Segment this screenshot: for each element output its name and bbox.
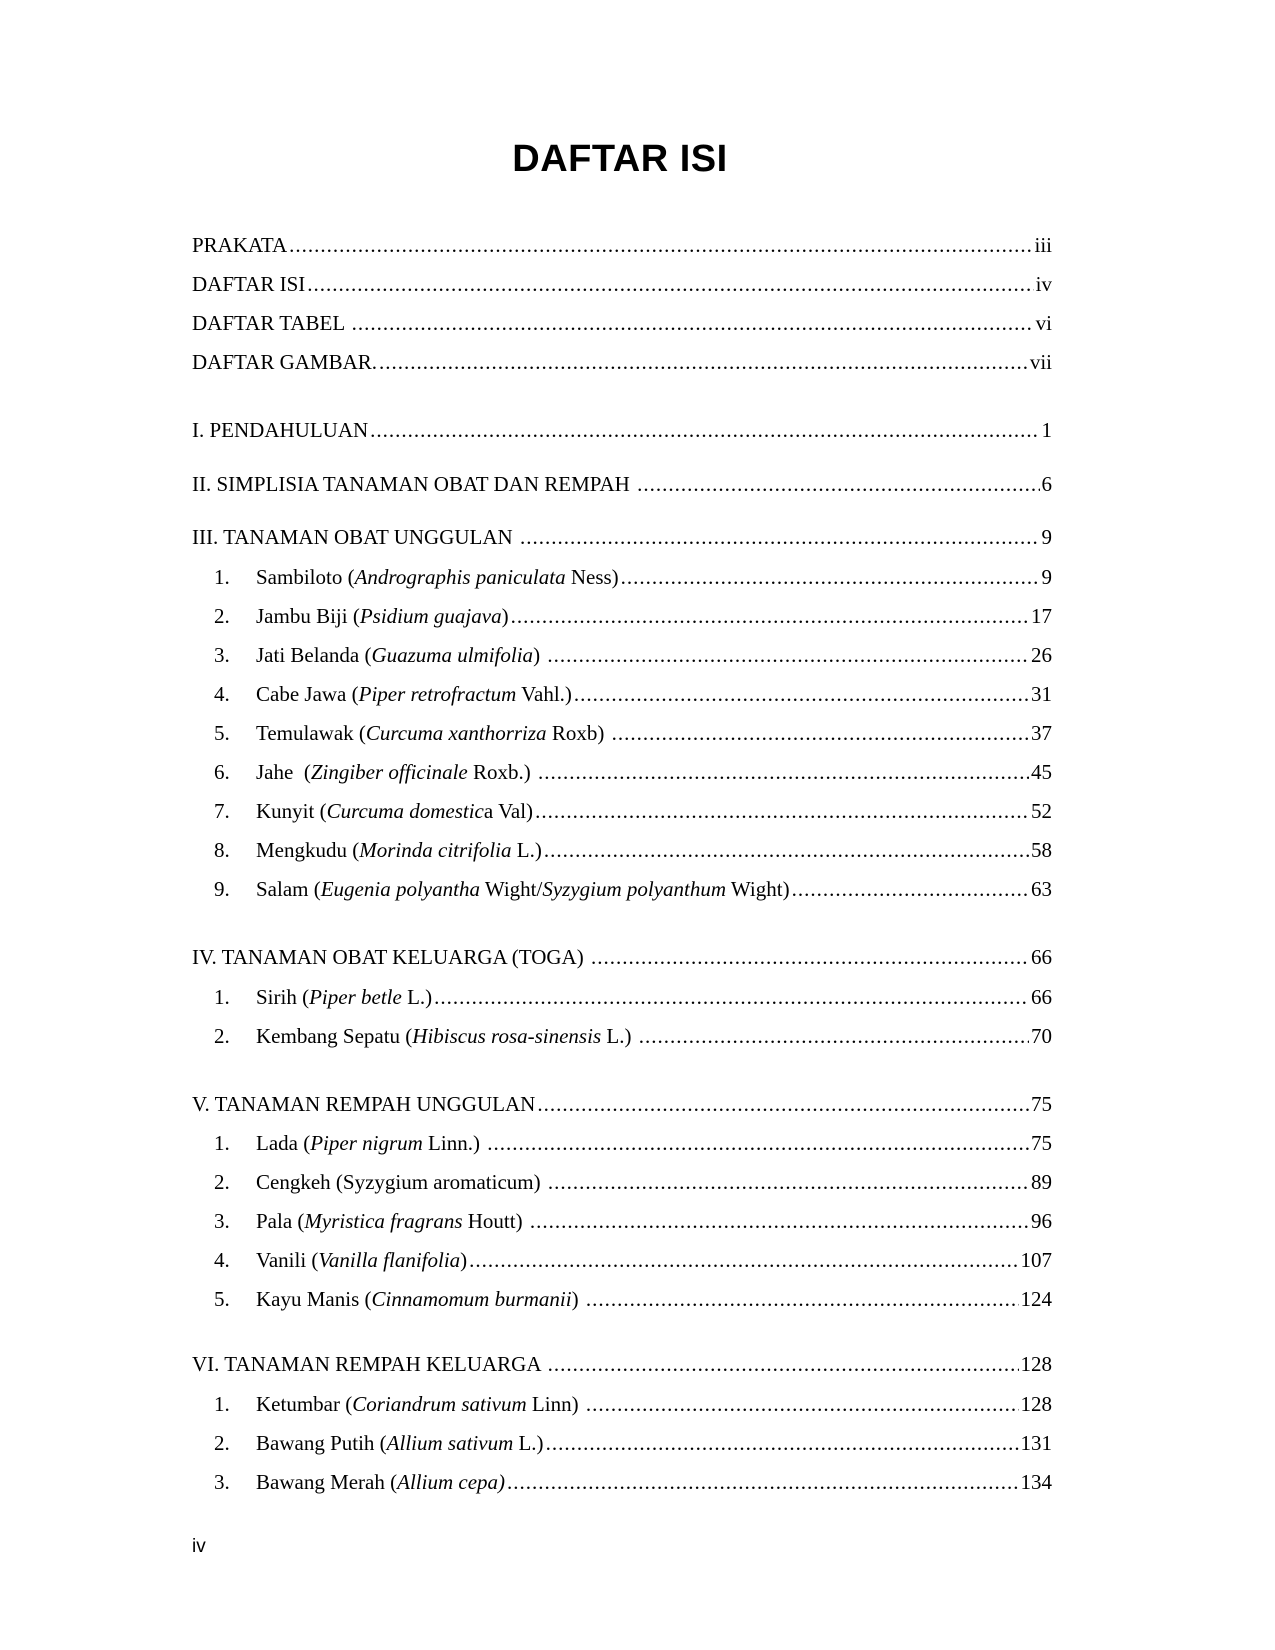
dot-leader (621, 561, 1040, 593)
toc-entry-text: Jahe ( (256, 760, 311, 784)
toc-entry-text: DAFTAR GAMBAR. (192, 350, 378, 374)
toc-entry-label (192, 346, 377, 378)
dot-leader (535, 795, 1029, 827)
dot-leader (591, 941, 1029, 973)
dot-leader (586, 1283, 1019, 1315)
toc-subentry[interactable] (192, 873, 1052, 905)
toc-entry-label (192, 268, 305, 300)
toc-entry-label (192, 873, 790, 905)
toc-entry-text: Jati Belanda ( (256, 643, 372, 667)
dot-leader (639, 1020, 1029, 1052)
toc-entry-scientific-name: Allium sativum (386, 1431, 514, 1455)
toc-entry-label (192, 229, 287, 261)
dot-leader (586, 1388, 1019, 1420)
toc-entry-page: 58 (1031, 838, 1052, 862)
dot-leader (612, 717, 1029, 749)
page-number-footer: iv (192, 1536, 206, 1557)
toc-entry-page: 31 (1031, 682, 1052, 706)
toc-entry-label (192, 1166, 546, 1198)
toc-entry-page: 66 (1031, 985, 1052, 1009)
toc-entry-text: Vanili ( (256, 1248, 319, 1272)
toc-entry-text: Linn) (526, 1392, 584, 1416)
toc-entry-scientific-name: Hibiscus rosa-sinensis (412, 1024, 602, 1048)
toc-entry-scientific-name: Eugenia polyantha (320, 877, 480, 901)
toc-entry-number: 3. (214, 1209, 230, 1233)
dot-leader (530, 1205, 1029, 1237)
dot-leader (537, 1088, 1029, 1120)
toc-entry-number: 4. (214, 1248, 230, 1272)
toc-entry-page: 75 (1031, 1092, 1052, 1116)
toc-subentry[interactable] (192, 1466, 1052, 1498)
toc-entry-label (192, 307, 350, 339)
toc-entry-text: Houtt) (462, 1209, 528, 1233)
toc-subentry[interactable] (192, 1127, 1052, 1159)
toc-entry-text: DAFTAR TABEL (192, 311, 350, 335)
toc-entry-text: III. TANAMAN OBAT UNGGULAN (192, 525, 518, 549)
dot-leader (548, 1348, 1019, 1380)
toc-subentry[interactable] (192, 561, 1052, 593)
toc-subentry[interactable] (192, 795, 1052, 827)
toc-entry-text: Roxb.) (467, 760, 536, 784)
toc-subentry[interactable] (192, 981, 1052, 1013)
toc-entry-label (192, 468, 635, 500)
toc-entry[interactable] (192, 468, 1052, 500)
toc-entry-text: Roxb) (546, 721, 610, 745)
toc-entry-text: Kunyit ( (256, 799, 327, 823)
toc-entry-text: ) (533, 643, 546, 667)
toc-entry[interactable] (192, 229, 1052, 261)
toc-entry-page: 17 (1031, 604, 1052, 628)
dot-leader (352, 307, 1034, 339)
toc-entry[interactable] (192, 414, 1052, 446)
toc-entry[interactable] (192, 268, 1052, 300)
toc-entry-scientific-name: Psidium guajava (359, 604, 502, 628)
toc-entry-text: Wight/ (479, 877, 543, 901)
toc-entry-page: 9 (1041, 525, 1052, 549)
dot-leader (379, 346, 1028, 378)
toc-entry-label (192, 600, 509, 632)
toc-entry[interactable] (192, 1088, 1052, 1120)
toc-subentry[interactable] (192, 1244, 1052, 1276)
toc-entry-page: 52 (1031, 799, 1052, 823)
toc-entry-text: Jambu Biji ( (256, 604, 360, 628)
page-title: DAFTAR ISI (512, 138, 728, 180)
toc-entry-label (192, 414, 368, 446)
toc-entry-label (192, 1427, 544, 1459)
toc-entry-label (192, 717, 610, 749)
toc-entry-page: 75 (1031, 1131, 1052, 1155)
toc-entry-text: L.) (513, 1431, 544, 1455)
toc-entry-number: 1. (214, 1392, 230, 1416)
toc-entry-text: Temulawak ( (256, 721, 366, 745)
toc-entry-text: Wight) (726, 877, 790, 901)
toc-entry-number: 2. (214, 1170, 230, 1194)
toc-entry-page: 66 (1031, 945, 1052, 969)
toc-entry-label (192, 1020, 637, 1052)
toc-subentry[interactable] (192, 1427, 1052, 1459)
toc-entry-page: iv (1035, 272, 1052, 296)
toc-entry[interactable] (192, 307, 1052, 339)
toc-entry-page: 124 (1020, 1287, 1052, 1311)
toc-entry-label (192, 1388, 584, 1420)
toc-entry-scientific-name: Guazuma ulmifolia (371, 643, 534, 667)
toc-entry-text: L.) (601, 1024, 637, 1048)
toc-subentry[interactable] (192, 1205, 1052, 1237)
toc-entry-number: 4. (214, 682, 230, 706)
toc-entry-label (192, 1127, 485, 1159)
toc-entry-text: Pala ( (256, 1209, 305, 1233)
toc-entry-label (192, 561, 619, 593)
toc-entry-page: 128 (1020, 1352, 1052, 1376)
toc-entry-scientific-name: Andrographis paniculata (354, 565, 566, 589)
toc-entry-number: 5. (214, 1287, 230, 1311)
toc-subentry[interactable] (192, 834, 1052, 866)
toc-entry-scientific-name: Myristica fragrans (304, 1209, 463, 1233)
toc-entry-scientific-name: Curcuma domestic (326, 799, 484, 823)
toc-entry-number: 1. (214, 985, 230, 1009)
dot-leader (574, 678, 1029, 710)
dot-leader (538, 756, 1029, 788)
toc-entry[interactable] (192, 1348, 1052, 1380)
toc-entry-scientific-name: Allium cepa) (397, 1470, 506, 1494)
dot-leader (487, 1127, 1029, 1159)
toc-entry-label (192, 1088, 535, 1120)
dot-leader (547, 639, 1029, 671)
toc-entry-page: 63 (1031, 877, 1052, 901)
toc-entry-page: 45 (1031, 760, 1052, 784)
toc-entry-text: Ness) (565, 565, 619, 589)
dot-leader (520, 521, 1040, 553)
toc-entry-page: 26 (1031, 643, 1052, 667)
dot-leader (548, 1166, 1029, 1198)
toc-entry-scientific-name: Syzygium polyanthum (542, 877, 727, 901)
toc-subentry[interactable] (192, 717, 1052, 749)
toc-entry-text: V. TANAMAN REMPAH UNGGULAN (192, 1092, 536, 1116)
toc-entry-scientific-name: Piper betle (309, 985, 402, 1009)
toc-entry-number: 5. (214, 721, 230, 745)
toc-entry-page: 96 (1031, 1209, 1052, 1233)
toc-entry-page: 107 (1020, 1248, 1052, 1272)
toc-entry-page: 9 (1041, 565, 1052, 589)
toc-entry-page: vii (1029, 350, 1052, 374)
toc-entry-text: ) (571, 1287, 584, 1311)
toc-entry-label (192, 941, 589, 973)
toc-entry[interactable] (192, 346, 1052, 378)
toc-entry-page: 1 (1041, 418, 1052, 442)
dot-leader (637, 468, 1039, 500)
toc-entry[interactable] (192, 521, 1052, 553)
dot-leader (370, 414, 1039, 446)
toc-subentry[interactable] (192, 678, 1052, 710)
toc-entry-text: Bawang Putih ( (256, 1431, 387, 1455)
toc-entry-text: Bawang Merah ( (256, 1470, 398, 1494)
toc-entry-text: DAFTAR ISI (192, 272, 306, 296)
toc-entry-scientific-name: Cinnamomum burmanii (371, 1287, 572, 1311)
dot-leader (792, 873, 1029, 905)
toc-entry-text: Linn.) (422, 1131, 486, 1155)
toc-entry-text: Sambiloto ( (256, 565, 355, 589)
toc-entry-page: 134 (1020, 1470, 1052, 1494)
toc-entry-label (192, 1244, 467, 1276)
toc-entry-scientific-name: Piper nigrum (310, 1131, 423, 1155)
toc-subentry[interactable] (192, 756, 1052, 788)
toc-entry-text: VI. TANAMAN REMPAH KELUARGA (192, 1352, 546, 1376)
toc-entry-text: Salam ( (256, 877, 321, 901)
toc-entry-page: 70 (1031, 1024, 1052, 1048)
toc-entry-number: 2. (214, 1431, 230, 1455)
toc-entry-page: 128 (1020, 1392, 1052, 1416)
dot-leader (307, 268, 1033, 300)
toc-subentry[interactable] (192, 1388, 1052, 1420)
toc-entry-number: 1. (214, 565, 230, 589)
toc-entry-scientific-name: Vanilla flanifolia (318, 1248, 461, 1272)
dot-leader (544, 834, 1029, 866)
toc-entry-scientific-name: Zingiber officinale (310, 760, 468, 784)
toc-entry-page: 37 (1031, 721, 1052, 745)
toc-entry-page: 6 (1041, 472, 1052, 496)
toc-entry-text: Sirih ( (256, 985, 310, 1009)
dot-leader (507, 1466, 1018, 1498)
toc-entry-scientific-name: Coriandrum sativum (352, 1392, 527, 1416)
toc-entry-label (192, 1466, 505, 1498)
toc-entry-text: ) (460, 1248, 468, 1272)
dot-leader (511, 600, 1029, 632)
toc-entry-text: Mengkudu ( (256, 838, 360, 862)
toc-entry-text: II. SIMPLISIA TANAMAN OBAT DAN REMPAH (192, 472, 636, 496)
toc-subentry[interactable] (192, 1283, 1052, 1315)
toc-entry-text: Cengkeh (Syzygium aromaticum) (256, 1170, 546, 1194)
toc-entry-text: Ketumbar ( (256, 1392, 353, 1416)
toc-entry-text: Kembang Sepatu ( (256, 1024, 413, 1048)
toc-entry-number: 8. (214, 838, 230, 862)
toc-entry-page: 131 (1020, 1431, 1052, 1455)
toc-entry-text: PRAKATA (192, 233, 288, 257)
toc-subentry[interactable] (192, 639, 1052, 671)
toc-entry-text: Lada ( (256, 1131, 311, 1155)
toc-entry-text: Kayu Manis ( (256, 1287, 372, 1311)
toc-entry-label (192, 1205, 528, 1237)
toc-entry-page: iii (1034, 233, 1052, 257)
toc-entry-text: Cabe Jawa ( (256, 682, 359, 706)
toc-entry-label (192, 521, 518, 553)
dot-leader (289, 229, 1032, 261)
toc-entry-scientific-name: Curcuma xanthorriza (365, 721, 547, 745)
toc-entry-page: 89 (1031, 1170, 1052, 1194)
toc-entry-label (192, 678, 572, 710)
toc-entry[interactable] (192, 941, 1052, 973)
toc-entry-label (192, 795, 533, 827)
toc-entry-number: 1. (214, 1131, 230, 1155)
toc-subentry[interactable] (192, 1166, 1052, 1198)
toc-entry-label (192, 1283, 584, 1315)
dot-leader (546, 1427, 1019, 1459)
toc-entry-label (192, 639, 545, 671)
toc-entry-text: I. PENDAHULUAN (192, 418, 369, 442)
toc-entry-text: L.) (401, 985, 433, 1009)
toc-entry-number: 6. (214, 760, 230, 784)
toc-entry-number: 3. (214, 1470, 230, 1494)
toc-entry-label (192, 981, 432, 1013)
toc-entry-label (192, 756, 536, 788)
toc-entry-text: L.) (511, 838, 542, 862)
toc-entry-scientific-name: Morinda citrifolia (359, 838, 512, 862)
toc-entry-number: 3. (214, 643, 230, 667)
toc-entry-number: 9. (214, 877, 230, 901)
toc-entry-text: Vahl.) (516, 682, 572, 706)
toc-entry-text: ) (501, 604, 509, 628)
toc-entry-scientific-name: Piper retrofractum (358, 682, 517, 706)
toc-entry-number: 2. (214, 604, 230, 628)
dot-leader (434, 981, 1029, 1013)
toc-entry-page: vi (1035, 311, 1052, 335)
toc-entry-text: IV. TANAMAN OBAT KELUARGA (TOGA) (192, 945, 589, 969)
toc-entry-label (192, 1348, 546, 1380)
toc-subentry[interactable] (192, 600, 1052, 632)
toc-entry-number: 7. (214, 799, 230, 823)
toc-subentry[interactable] (192, 1020, 1052, 1052)
dot-leader (469, 1244, 1018, 1276)
toc-entry-number: 2. (214, 1024, 230, 1048)
toc-entry-text: a Val) (483, 799, 534, 823)
toc-entry-label (192, 834, 542, 866)
